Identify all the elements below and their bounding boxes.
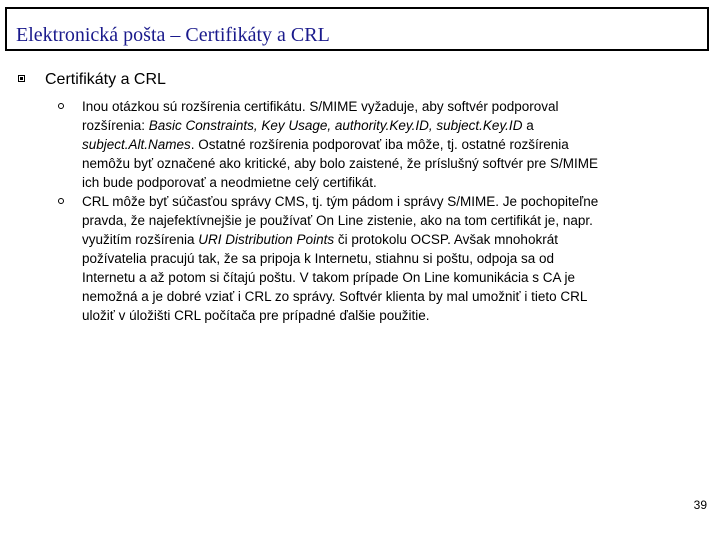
text-line: ich bude podporovať a neodmietne celý certifikát. (82, 175, 377, 190)
text-line: Internetu a až potom si čítajú poštu. V takom prípade On Line komunikácia s CA je (82, 270, 576, 285)
text-line: nemožná a je dobré vziať i CRL zo správy. Softvér klienta by mal umožniť i tieto CRL (82, 289, 588, 304)
extension-name: URI Distribution Points (198, 232, 335, 247)
text-line: uložiť v úložišti CRL počítača pre prípadné ďalšie použitie. (82, 308, 430, 323)
title-box (5, 7, 709, 51)
text-line: Inou otázkou sú rozšírenia certifikátu. S/MIME vyžaduje, aby softvér podporoval (82, 99, 559, 114)
sub-bullet-text (82, 192, 698, 325)
circle-bullet-icon (58, 198, 64, 204)
text-line: subject.Alt.Names. Ostatné rozšírenia podporovať iba môže, tj. ostatné rozšírenia (82, 137, 569, 152)
text-line: pravda, že najefektívnejšie je používať On Line zistenie, ako na tom certifikát je, napr. (82, 213, 593, 228)
text-line: využitím rozšírenia URI Distribution Points či protokolu OCSP. Avšak mnohokrát (82, 232, 558, 247)
text-line: nemôžu byť označené ako kritické, aby bolo zaistené, že príslušný softvér pre S/MIME (82, 156, 599, 171)
text-line: rozšírenia: Basic Constraints, Key Usage, authority.Key.ID, subject.Key.ID a (82, 118, 534, 133)
section-heading: Certifikáty a CRL (45, 71, 166, 88)
slide-title: Elektronická pošta – Certifikáty a CRL (16, 24, 330, 46)
sub-bullet-text (82, 97, 698, 192)
square-bullet-icon (18, 75, 25, 82)
circle-bullet-icon (58, 103, 64, 109)
page-number: 39 (693, 498, 707, 512)
extension-names: Basic Constraints, Key Usage, authority.Key.ID, subject.Key.ID (148, 118, 523, 133)
text-line: CRL môže byť súčasťou správy CMS, tj. tým pádom i správy S/MIME. Je pochopiteľne (82, 194, 599, 209)
text-line: požívatelia pracujú tak, že sa pripoja k Internetu, stiahnu si poštu, odpoja sa od (82, 251, 555, 266)
extension-name: subject.Alt.Names (82, 137, 191, 152)
